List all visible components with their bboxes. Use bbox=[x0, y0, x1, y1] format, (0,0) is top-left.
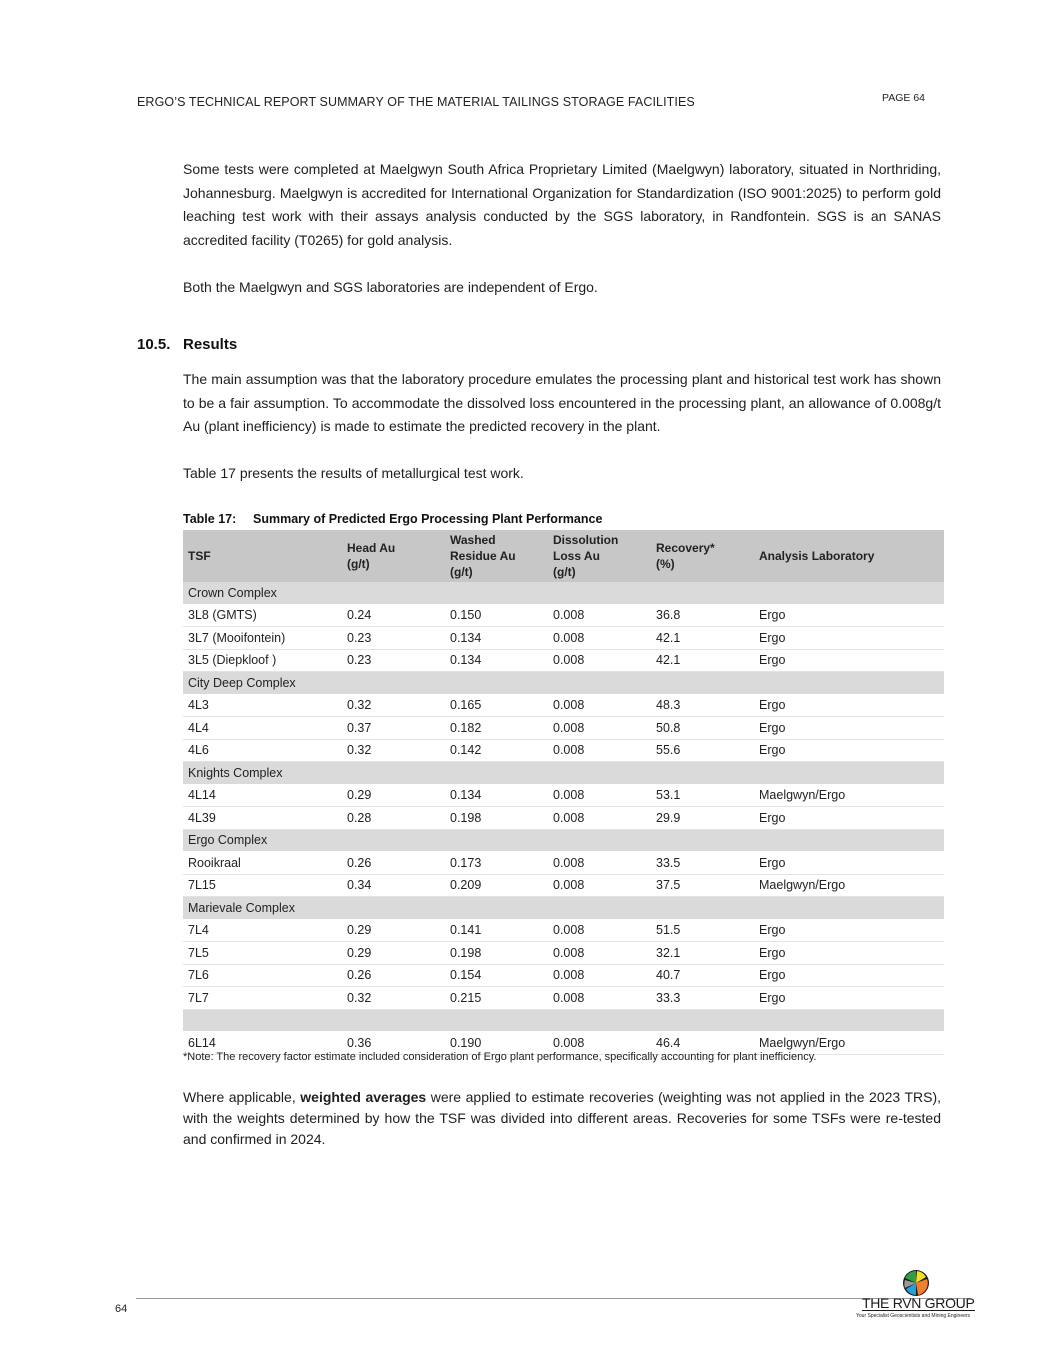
cell-head: 0.26 bbox=[342, 964, 445, 987]
cell-lab: Ergo bbox=[754, 987, 944, 1010]
page-label: PAGE 64 bbox=[882, 92, 925, 104]
cell-recovery: 40.7 bbox=[651, 964, 754, 987]
cell-loss: 0.008 bbox=[548, 717, 651, 740]
cell-tsf: 3L8 (GMTS) bbox=[183, 604, 342, 627]
table-row bbox=[183, 964, 944, 987]
report-title: ERGO’S TECHNICAL REPORT SUMMARY OF THE MATERIAL TAILINGS STORAGE FACILITIES bbox=[137, 95, 695, 109]
table-body bbox=[183, 582, 944, 1054]
cell-recovery: 42.1 bbox=[651, 627, 754, 650]
cell-residue: 0.173 bbox=[445, 852, 548, 875]
table-group-row bbox=[183, 582, 944, 604]
table-row bbox=[183, 807, 944, 830]
cell-lab: Ergo bbox=[754, 807, 944, 830]
globe-icon bbox=[901, 1268, 931, 1298]
table-group-row bbox=[183, 897, 944, 920]
group-name: Crown Complex bbox=[183, 582, 944, 604]
cell-tsf: 4L4 bbox=[183, 717, 342, 740]
cell-tsf: 3L5 (Diepkloof ) bbox=[183, 649, 342, 672]
cell-recovery: 53.1 bbox=[651, 784, 754, 807]
paragraph-weighted: Where applicable, weighted averages were applied to estimate recoveries (weighting was not applied in the 2023 TRS), with the weights determined by how the TSF was divided into different areas. Recoveries for some TSFs were re-tested and confirmed in 2024. bbox=[183, 1089, 942, 1147]
cell-loss: 0.008 bbox=[548, 919, 651, 942]
cell-residue: 0.134 bbox=[445, 627, 548, 650]
table-note: *Note: The recovery factor estimate included consideration of Ergo plant performance, specifically accounting for plant inefficiency. bbox=[183, 1051, 817, 1063]
rvn-group-logo bbox=[856, 1268, 976, 1323]
table-row bbox=[183, 739, 944, 762]
cell-loss: 0.008 bbox=[548, 807, 651, 830]
cell-lab: Ergo bbox=[754, 604, 944, 627]
col-tsf: TSF bbox=[183, 530, 342, 582]
cell-lab: Maelgwyn/Ergo bbox=[754, 1032, 944, 1055]
col-dissolution-loss: Dissolution Loss Au (g/t) bbox=[548, 530, 651, 582]
cell-tsf: 4L14 bbox=[183, 784, 342, 807]
table-row bbox=[183, 987, 944, 1010]
cell-lab: Ergo bbox=[754, 717, 944, 740]
cell-recovery: 29.9 bbox=[651, 807, 754, 830]
cell-lab: Ergo bbox=[754, 739, 944, 762]
table-caption-title: Summary of Predicted Ergo Processing Plant Performance bbox=[253, 512, 603, 526]
cell-loss: 0.008 bbox=[548, 942, 651, 965]
recovery-table bbox=[183, 530, 944, 1055]
emphasis-weighted-averages: weighted averages bbox=[300, 1089, 427, 1105]
cell-lab: Maelgwyn/Ergo bbox=[754, 874, 944, 897]
col-analysis-lab: Analysis Laboratory bbox=[754, 530, 944, 582]
cell-tsf: 4L6 bbox=[183, 739, 342, 762]
table-row bbox=[183, 717, 944, 740]
table-header-row bbox=[183, 530, 944, 582]
paragraph-independence: Both the Maelgwyn and SGS laboratories are independent of Ergo. bbox=[183, 279, 598, 295]
group-name: Ergo Complex bbox=[183, 829, 944, 852]
cell-loss: 0.008 bbox=[548, 1032, 651, 1055]
cell-residue: 0.154 bbox=[445, 964, 548, 987]
cell-lab: Ergo bbox=[754, 964, 944, 987]
cell-loss: 0.008 bbox=[548, 852, 651, 875]
table-caption-label: Table 17: bbox=[183, 512, 237, 526]
cell-tsf: 7L6 bbox=[183, 964, 342, 987]
cell-head: 0.29 bbox=[342, 784, 445, 807]
paragraph-labs: Some tests were completed at Maelgwyn South Africa Proprietary Limited (Maelgwyn) laboratory, situated in Northriding, Johannesburg. Maelgwyn is accredited for International Organization for Standardization (ISO 9001:2025) to perform gold leaching test work with their assays analysis conducted by the SGS laboratory, in Randfontein. SGS is an SANAS accredited facility (T0265) for gold analysis. bbox=[183, 161, 941, 248]
group-name bbox=[183, 1009, 944, 1032]
cell-residue: 0.165 bbox=[445, 694, 548, 717]
cell-loss: 0.008 bbox=[548, 694, 651, 717]
cell-residue: 0.134 bbox=[445, 649, 548, 672]
cell-recovery: 55.6 bbox=[651, 739, 754, 762]
cell-head: 0.24 bbox=[342, 604, 445, 627]
cell-tsf: 4L39 bbox=[183, 807, 342, 830]
cell-tsf: 7L4 bbox=[183, 919, 342, 942]
cell-recovery: 32.1 bbox=[651, 942, 754, 965]
cell-head: 0.32 bbox=[342, 987, 445, 1010]
cell-residue: 0.215 bbox=[445, 987, 548, 1010]
cell-head: 0.29 bbox=[342, 919, 445, 942]
table-row bbox=[183, 942, 944, 965]
cell-loss: 0.008 bbox=[548, 627, 651, 650]
cell-residue: 0.142 bbox=[445, 739, 548, 762]
section-heading bbox=[137, 336, 237, 353]
cell-residue: 0.141 bbox=[445, 919, 548, 942]
cell-recovery: 51.5 bbox=[651, 919, 754, 942]
cell-loss: 0.008 bbox=[548, 784, 651, 807]
cell-loss: 0.008 bbox=[548, 739, 651, 762]
table-row bbox=[183, 784, 944, 807]
cell-tsf: 3L7 (Mooifontein) bbox=[183, 627, 342, 650]
cell-recovery: 36.8 bbox=[651, 604, 754, 627]
table-group-row bbox=[183, 762, 944, 785]
cell-residue: 0.209 bbox=[445, 874, 548, 897]
cell-loss: 0.008 bbox=[548, 987, 651, 1010]
cell-lab: Ergo bbox=[754, 627, 944, 650]
footer-divider bbox=[136, 1298, 971, 1299]
cell-head: 0.23 bbox=[342, 627, 445, 650]
cell-tsf: 7L7 bbox=[183, 987, 342, 1010]
cell-loss: 0.008 bbox=[548, 649, 651, 672]
cell-head: 0.37 bbox=[342, 717, 445, 740]
logo-tagline: Your Specialist Geoscientists and Mining Engineers bbox=[856, 1313, 971, 1319]
group-name: Marievale Complex bbox=[183, 897, 944, 920]
cell-lab: Ergo bbox=[754, 852, 944, 875]
cell-head: 0.36 bbox=[342, 1032, 445, 1055]
cell-loss: 0.008 bbox=[548, 964, 651, 987]
table-caption bbox=[183, 512, 602, 526]
table-group-row bbox=[183, 672, 944, 695]
cell-lab: Ergo bbox=[754, 942, 944, 965]
footer-page-number: 64 bbox=[115, 1303, 128, 1315]
table-row bbox=[183, 694, 944, 717]
cell-head: 0.28 bbox=[342, 807, 445, 830]
cell-residue: 0.134 bbox=[445, 784, 548, 807]
cell-recovery: 50.8 bbox=[651, 717, 754, 740]
table-row bbox=[183, 874, 944, 897]
cell-lab: Maelgwyn/Ergo bbox=[754, 784, 944, 807]
cell-residue: 0.190 bbox=[445, 1032, 548, 1055]
group-name: Knights Complex bbox=[183, 762, 944, 785]
table-row bbox=[183, 604, 944, 627]
cell-residue: 0.182 bbox=[445, 717, 548, 740]
table-row bbox=[183, 919, 944, 942]
cell-head: 0.34 bbox=[342, 874, 445, 897]
section-number: 10.5. bbox=[137, 336, 171, 353]
col-recovery: Recovery* (%) bbox=[651, 530, 754, 582]
cell-recovery: 42.1 bbox=[651, 649, 754, 672]
paragraph-table-intro: Table 17 presents the results of metallurgical test work. bbox=[183, 465, 524, 481]
cell-tsf: 6L14 bbox=[183, 1032, 342, 1055]
cell-recovery: 46.4 bbox=[651, 1032, 754, 1055]
logo-wordmark: THE RVN GROUP bbox=[862, 1295, 975, 1311]
table-row bbox=[183, 852, 944, 875]
cell-tsf: 4L3 bbox=[183, 694, 342, 717]
cell-recovery: 33.5 bbox=[651, 852, 754, 875]
cell-head: 0.23 bbox=[342, 649, 445, 672]
cell-residue: 0.150 bbox=[445, 604, 548, 627]
cell-residue: 0.198 bbox=[445, 807, 548, 830]
group-name: City Deep Complex bbox=[183, 672, 944, 695]
paragraph-assumption: The main assumption was that the laboratory procedure emulates the processing plant and historical test work has shown to be a fair assumption. To accommodate the dissolved loss encountered in the processing plant, an allowance of 0.008g/t Au (plant inefficiency) is made to estimate the predicted recovery in the plant. bbox=[183, 371, 941, 434]
cell-tsf: Rooikraal bbox=[183, 852, 342, 875]
cell-loss: 0.008 bbox=[548, 874, 651, 897]
cell-head: 0.26 bbox=[342, 852, 445, 875]
table-group-row bbox=[183, 1009, 944, 1032]
cell-tsf: 7L15 bbox=[183, 874, 342, 897]
cell-head: 0.29 bbox=[342, 942, 445, 965]
cell-recovery: 48.3 bbox=[651, 694, 754, 717]
table-row bbox=[183, 649, 944, 672]
cell-head: 0.32 bbox=[342, 739, 445, 762]
col-head-au: Head Au (g/t) bbox=[342, 530, 445, 582]
cell-recovery: 37.5 bbox=[651, 874, 754, 897]
cell-tsf: 7L5 bbox=[183, 942, 342, 965]
cell-loss: 0.008 bbox=[548, 604, 651, 627]
cell-lab: Ergo bbox=[754, 919, 944, 942]
cell-residue: 0.198 bbox=[445, 942, 548, 965]
col-washed-residue: Washed Residue Au (g/t) bbox=[445, 530, 548, 582]
cell-recovery: 33.3 bbox=[651, 987, 754, 1010]
cell-lab: Ergo bbox=[754, 694, 944, 717]
cell-head: 0.32 bbox=[342, 694, 445, 717]
table-row bbox=[183, 627, 944, 650]
section-title: Results bbox=[183, 336, 238, 353]
table-group-row bbox=[183, 829, 944, 852]
cell-lab: Ergo bbox=[754, 649, 944, 672]
